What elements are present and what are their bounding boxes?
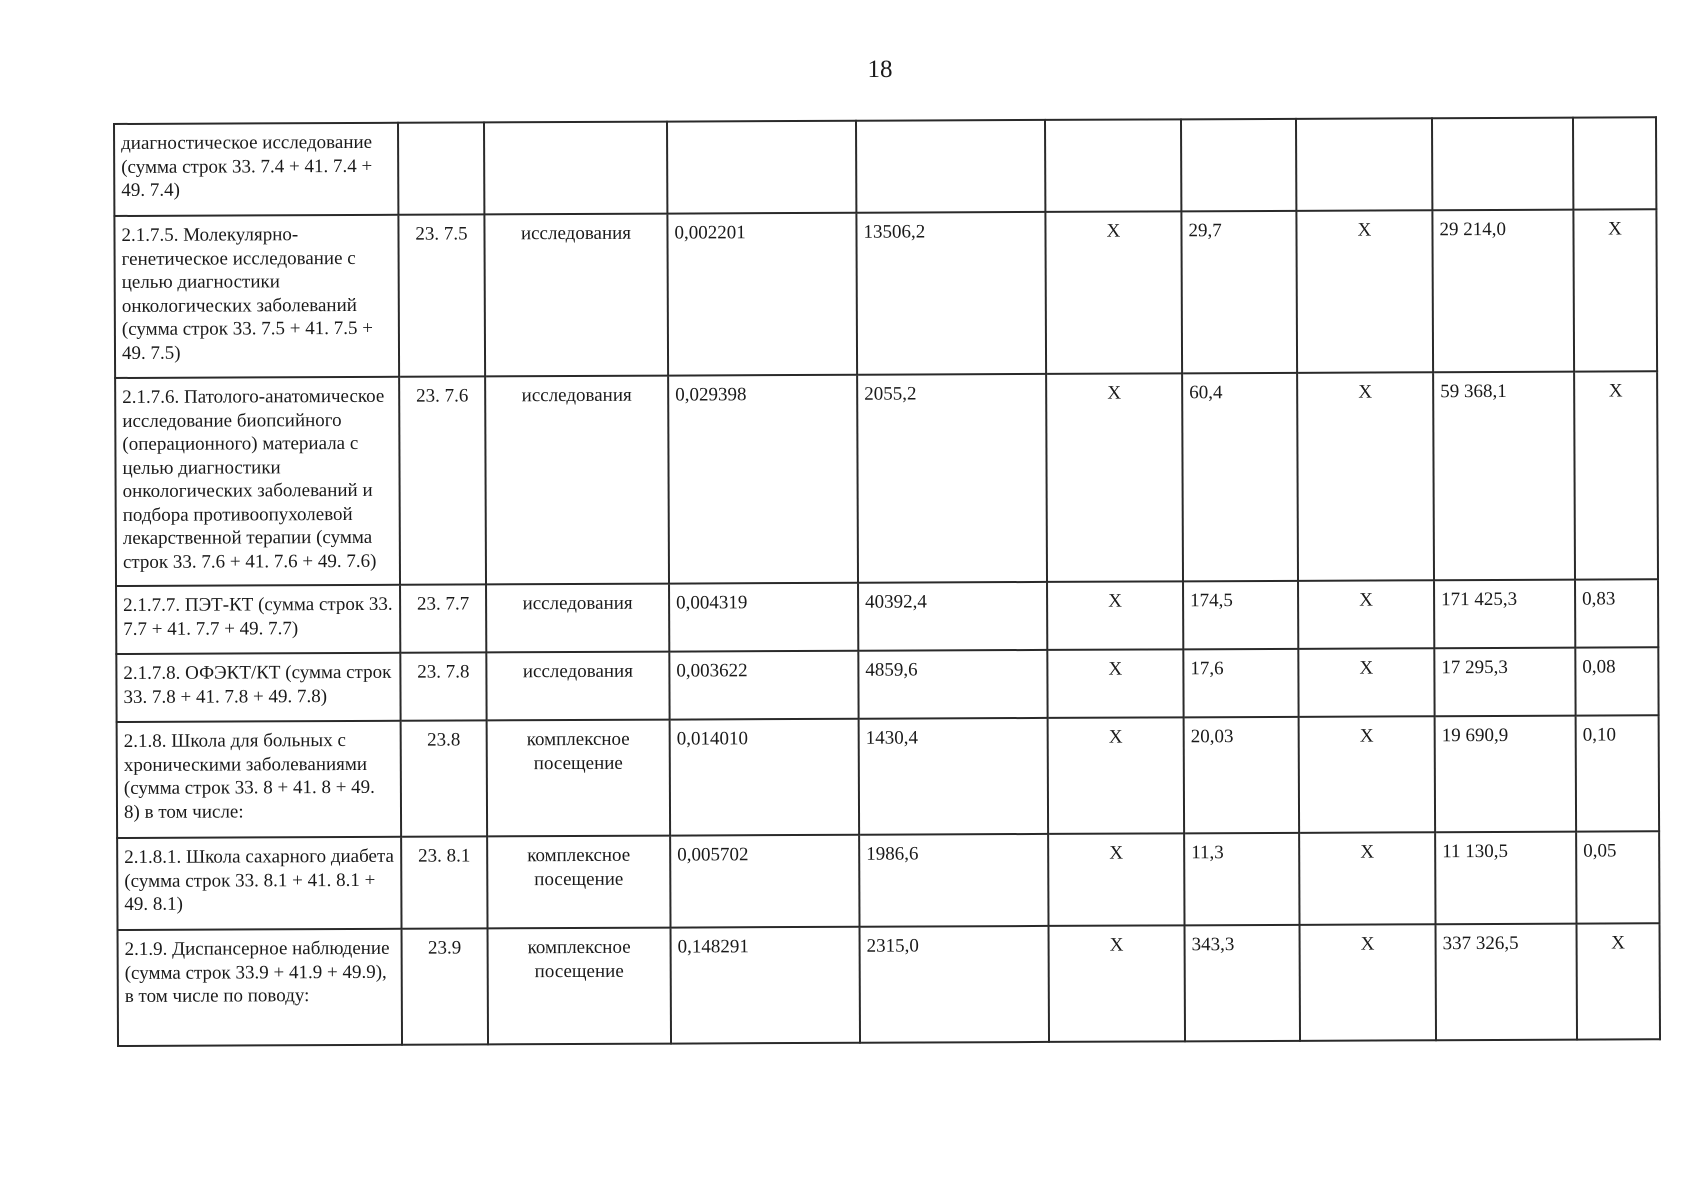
row-unit-cell: комплексное посещение [487,720,671,837]
row-unit-cell: исследования [485,376,669,585]
table-row [118,923,1660,1046]
row-value-cell: X [1298,648,1434,717]
row-value-cell: 17 295,3 [1434,648,1575,717]
row-value-cell: 0,014010 [670,719,860,836]
row-value-cell: 0,05 [1576,831,1659,923]
row-value-cell: X [1046,373,1183,582]
row-value-cell: 19 690,9 [1435,716,1577,833]
row-value-cell: X [1297,372,1434,581]
row-value-cell [667,121,856,214]
row-value-cell: 17,6 [1183,649,1298,718]
row-value-cell: 11,3 [1184,833,1299,926]
row-name-cell: 2.1.7.7. ПЭТ-КТ (сумма строк 33. 7.7 + 41. 7.7 + 49. 7.7) [116,585,400,654]
row-value-cell: 0,10 [1576,715,1660,831]
row-code-cell: 23. 7.6 [399,376,486,584]
row-value-cell: 171 425,3 [1434,580,1575,649]
table-row [114,117,1656,216]
row-value-cell: 11 130,5 [1435,832,1576,925]
row-name-cell: 2.1.8. Школа для больных с хроническими заболеваниями (сумма строк 33. 8 + 41. 8 + 49. 8) в том числе: [117,721,402,838]
row-value-cell: X [1300,924,1437,1041]
row-value-cell: 0,002201 [667,213,857,376]
row-value-cell: X [1577,923,1661,1039]
row-value-cell: 40392,4 [858,582,1047,651]
row-name-cell: 2.1.8.1. Школа сахарного диабета (сумма строк 33. 8.1 + 41. 8.1 + 49. 8.1) [117,837,401,930]
row-unit-cell: комплексное посещение [487,836,670,929]
row-name-cell: диагностическое исследование (сумма строк 33. 7.4 + 41. 7.4 + 49. 7.4) [114,123,398,216]
row-unit-cell [484,122,667,215]
row-value-cell: X [1299,832,1435,925]
table-row [117,715,1659,838]
row-value-cell: 29 214,0 [1432,210,1574,373]
data-table [113,116,1661,1047]
row-name-cell: 2.1.7.6. Патолого-анатомическое исследование биопсийного (операционного) материала с целью диагностики онкологических заболеваний и подбора противоопухолевой лекарственной терапии (сумма строк 33. 7.6 + 41. 7.6 + 49. 7.6) [115,377,400,586]
row-value-cell: 337 326,5 [1436,924,1578,1041]
row-value-cell: 0,029398 [668,375,858,584]
row-value-cell: 0,08 [1575,647,1658,715]
row-value-cell: 174,5 [1183,581,1298,650]
row-code-cell: 23. 8.1 [401,836,487,928]
row-unit-cell: исследования [486,652,669,721]
table-row [116,647,1658,722]
row-value-cell: X [1045,211,1182,374]
row-value-cell [1573,117,1656,209]
row-value-cell: 4859,6 [858,650,1047,719]
table-row [114,209,1657,378]
row-value-cell [1045,119,1181,212]
table-row [115,371,1658,586]
row-name-cell: 2.1.7.5. Молекулярно-генетическое исследование с целью диагностики онкологических заболеваний (сумма строк 33. 7.5 + 41. 7.5 + 49. 7.5) [114,215,399,378]
row-value-cell: 59 368,1 [1433,372,1575,581]
row-name-cell: 2.1.7.8. ОФЭКТ/КТ (сумма строк 33. 7.8 + 41. 7.8 + 49. 7.8) [116,653,400,722]
row-code-cell: 23.9 [402,928,489,1044]
row-value-cell: 2055,2 [857,374,1047,583]
page-number: 18 [867,56,893,83]
table-row [116,579,1658,654]
row-code-cell: 23. 7.8 [400,652,486,720]
row-code-cell [398,122,484,214]
row-value-cell: 1986,6 [859,834,1048,927]
row-value-cell: X [1048,717,1185,834]
row-value-cell [1296,118,1432,211]
row-name-cell: 2.1.9. Диспансерное наблюдение (сумма строк 33.9 + 41.9 + 49.9), в том числе по поводу: [118,929,403,1046]
row-value-cell: X [1049,925,1186,1042]
row-value-cell: 20,03 [1184,717,1300,834]
row-unit-cell: исследования [484,214,668,377]
table-body [114,117,1660,1046]
row-value-cell: 0,148291 [671,927,861,1044]
row-value-cell: X [1296,210,1433,373]
row-value-cell: X [1299,716,1436,833]
row-value-cell [856,120,1045,213]
row-value-cell: 0,003622 [669,651,858,720]
row-value-cell: 343,3 [1185,925,1301,1042]
row-unit-cell: комплексное посещение [488,928,672,1045]
row-code-cell: 23. 7.5 [398,214,485,376]
row-value-cell: 0,005702 [670,835,859,928]
row-value-cell: 0,004319 [669,583,858,652]
row-value-cell: 2315,0 [860,926,1050,1043]
row-value-cell: X [1047,581,1183,650]
row-value-cell: 29,7 [1181,211,1297,374]
row-value-cell [1432,118,1573,211]
row-value-cell: 1430,4 [859,718,1049,835]
row-value-cell [1181,119,1296,212]
row-code-cell: 23.8 [401,720,488,836]
row-value-cell: X [1047,649,1183,718]
row-value-cell: X [1048,833,1184,926]
row-value-cell: 13506,2 [856,212,1046,375]
table-row [117,831,1659,930]
row-value-cell: 60,4 [1182,373,1298,581]
row-value-cell: X [1298,580,1434,649]
row-value-cell: X [1574,371,1658,579]
row-value-cell: 0,83 [1575,579,1658,647]
row-unit-cell: исследования [486,584,669,653]
row-value-cell: X [1573,209,1657,371]
row-code-cell: 23. 7.7 [400,584,486,652]
